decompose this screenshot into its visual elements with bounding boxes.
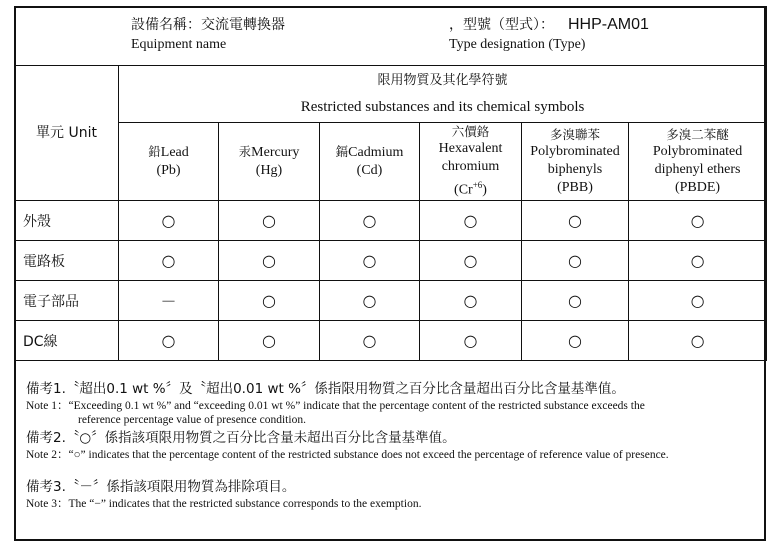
table-cell: ○	[119, 201, 219, 241]
type-designation-zh: ，型號（型式）：	[449, 17, 554, 33]
table-cell: ○	[420, 281, 522, 321]
table-cell: ○	[522, 281, 629, 321]
row-label: 電子部品	[15, 281, 119, 321]
note-2-en: Note 2：“○” indicates that the percentage content of the restricted substance does not exceed the percentage of reference value of presence.	[26, 449, 669, 461]
table-cell: ○	[119, 241, 219, 281]
table-row	[15, 201, 767, 241]
unit-header	[15, 66, 119, 201]
col-header-hexavalent-chromium: 六價鉻 Hexavalent chromium $(Cr^{+6})$	[420, 123, 522, 201]
equipment-header	[15, 7, 767, 66]
table-cell: ○	[320, 241, 420, 281]
table-cell: ○	[420, 201, 522, 241]
table-cell: ○	[320, 281, 420, 321]
table-cell: ○	[420, 321, 522, 361]
table-row	[15, 281, 767, 321]
table-cell: ○	[522, 321, 629, 361]
table-cell: ○	[320, 321, 420, 361]
note-1-en: Note 1：“Exceeding 0.1 wt %” and “exceeding 0.01 wt %” indicate that the percentage content of the restricted substance exceeds the reference percentage value of presence condition.	[26, 400, 645, 426]
table-row	[15, 241, 767, 281]
table-cell: ○	[522, 241, 629, 281]
row-label: 外殼	[15, 201, 119, 241]
equipment-name-en: Equipment name	[131, 37, 227, 52]
row-label: DC線	[15, 321, 119, 361]
note-3-zh: 備考3.〝－〞係指該項限用物質為排除項目。	[26, 479, 296, 495]
note-2-zh: 備考2.〝○〞係指該項限用物質之百分比含量未超出百分比含量基準值。	[26, 430, 456, 446]
table-cell: －	[119, 281, 219, 321]
table-cell: ○	[119, 321, 219, 361]
restricted-substances-en: Restricted substances and its chemical symbols	[300, 99, 585, 115]
col-header-pbde: 多溴二苯醚 Polybrominated diphenyl ethers (PBDE)	[629, 123, 767, 201]
type-designation-en: Type designation (Type)	[449, 37, 586, 52]
table-row	[15, 321, 767, 361]
model-number: HHP-AM01	[568, 16, 649, 33]
table-cell: ○	[629, 241, 767, 281]
rohs-declaration-sheet	[14, 6, 766, 541]
table-cell: ○	[629, 201, 767, 241]
col-header-cadmium: 鎘Cadmium (Cd)	[320, 123, 420, 201]
table-cell: ○	[219, 241, 320, 281]
table-cell: ○	[420, 241, 522, 281]
restricted-substances-header	[119, 66, 767, 123]
col-header-lead: 鉛Lead (Pb)	[119, 123, 219, 201]
col-header-pbb: 多溴聯苯 Polybrominated biphenyls (PBB)	[522, 123, 629, 201]
table-cell: ○	[219, 321, 320, 361]
table-cell: ○	[219, 281, 320, 321]
table-cell: ○	[219, 201, 320, 241]
table-cell: ○	[629, 281, 767, 321]
note-3-en: Note 3：The “−” indicates that the restricted substance corresponds to the exemption.	[26, 498, 422, 510]
unit-label: 單元 Unit	[36, 125, 97, 141]
restricted-substances-table	[14, 6, 767, 361]
equipment-name-zh: 設備名稱：交流電轉換器	[131, 17, 285, 33]
table-cell: ○	[522, 201, 629, 241]
notes-section	[26, 380, 761, 511]
table-cell: ○	[629, 321, 767, 361]
col-header-mercury: 汞Mercury (Hg)	[219, 123, 320, 201]
note-1-zh: 備考1.〝超出0.1 wt %〞及〝超出0.01 wt %〞係指限用物質之百分比含量超出百分比含量基準值。	[26, 381, 625, 397]
row-label: 電路板	[15, 241, 119, 281]
table-cell: ○	[320, 201, 420, 241]
restricted-substances-zh: 限用物質及其化學符號	[377, 73, 508, 88]
